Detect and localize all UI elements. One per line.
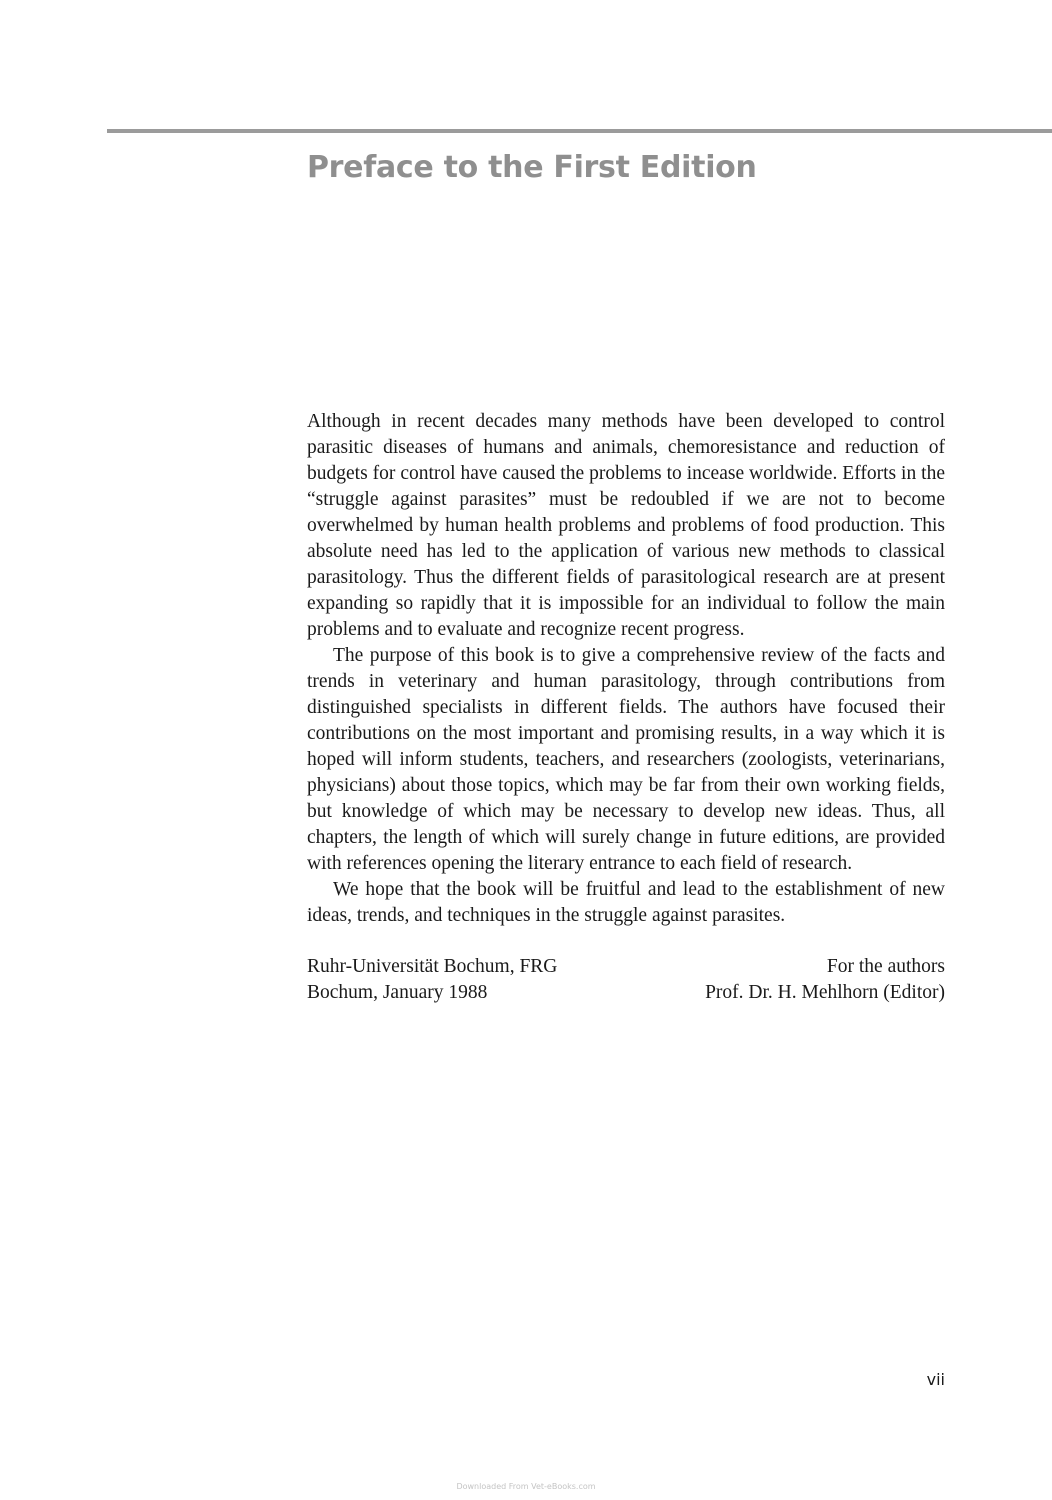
paragraph-3: We hope that the book will be fruitful and lead to the establishment of new ideas, trends, and techniques in the struggle against parasites.	[307, 879, 945, 926]
preface-body	[307, 409, 945, 929]
signature-left	[307, 954, 557, 1006]
signature-block	[307, 954, 945, 1006]
download-footer: Downloaded From Vet-eBooks.com	[456, 1482, 596, 1491]
paragraph-2: The purpose of this book is to give a comprehensive review of the facts and trends in veterinary and human parasitology, through contributions from distinguished specialists in different fields. The authors have focused their contributions on the most important and promising results, in a way which it is hoped will inform students, teachers, and researchers (zoologists, veterinarians, physicians) about those topics, which may be far from their own working fields, but knowledge of which may be necessary to develop new ideas. Thus, all chapters, the length of which will surely change in future editions, are provided with references opening the literary entrance to each field of research.	[307, 645, 945, 874]
signature-for-line: For the authors	[826, 956, 945, 977]
page-number: vii	[926, 1370, 945, 1389]
signature-place: Ruhr-Universität Bochum, FRG	[307, 956, 558, 977]
signature-editor: Prof. Dr. H. Mehlhorn (Editor)	[705, 982, 945, 1003]
signature-date: Bochum, January 1988	[307, 982, 488, 1003]
signature-right	[705, 954, 945, 1006]
header-rule	[107, 129, 1052, 133]
page-title: Preface to the First Edition	[307, 150, 757, 185]
paragraph-1: Although in recent decades many methods have been developed to control parasitic diseases of humans and animals, chemoresistance and reduction of budgets for control have caused the problems to incease worldwide. Efforts in the “struggle against parasites” must be redoubled if we are not to become overwhelmed by human health problems and problems of food production. This absolute need has led to the application of various new methods to classical parasitology. Thus the different fields of parasitological research are at present expanding so rapidly that it is impossible for an individual to follow the main problems and to evaluate and recognize recent progress.	[307, 411, 945, 640]
